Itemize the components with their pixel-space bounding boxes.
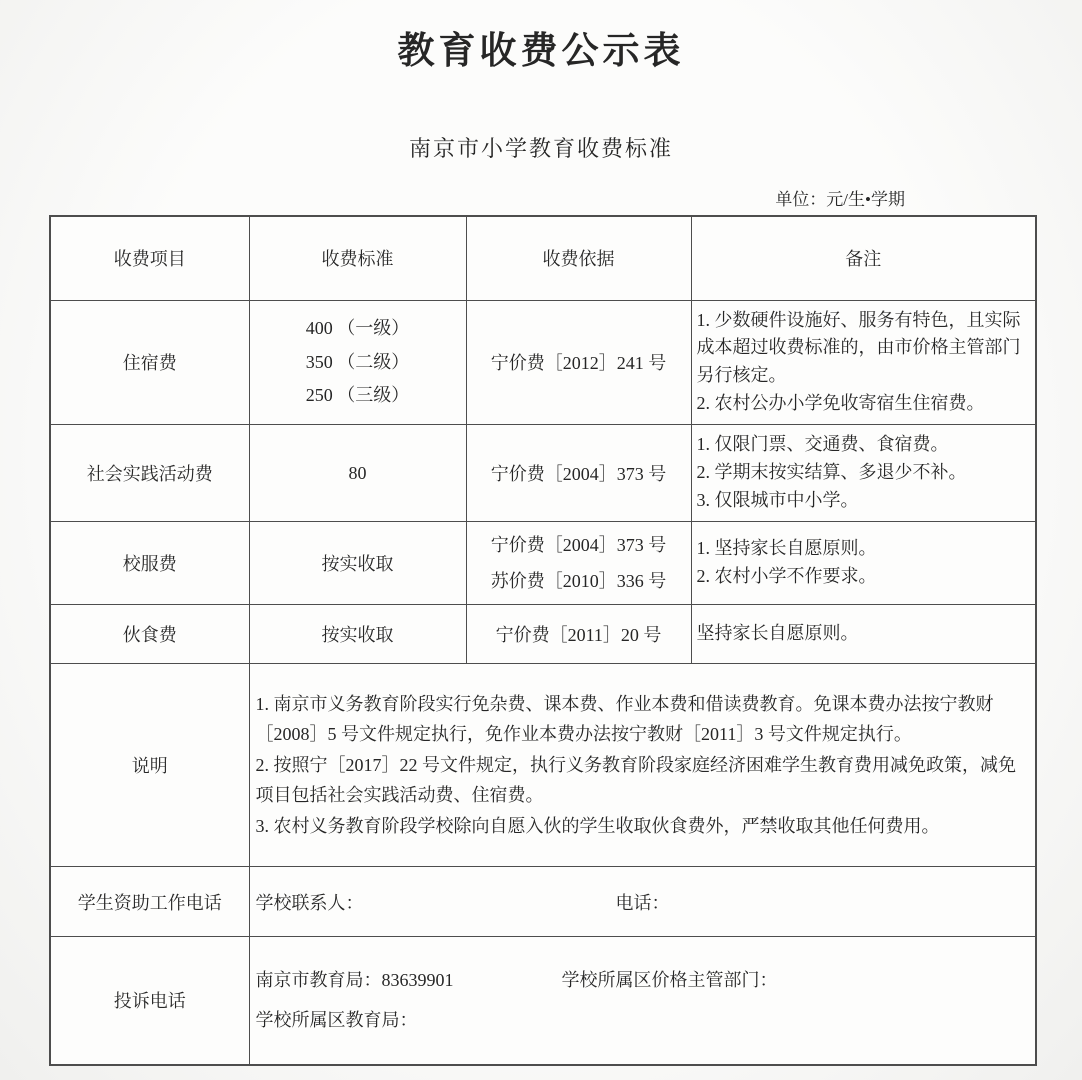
table-row-social-practice-fee: [50, 425, 1036, 522]
fee-remark-cell: [691, 300, 1036, 425]
fee-item-cell: 伙食费: [50, 605, 249, 664]
fee-basis-cell: [466, 522, 691, 605]
header-cell-standard: 收费标准: [249, 216, 466, 300]
header-cell-remark: 备注: [691, 216, 1036, 300]
district-price-dept-label: 学校所属区价格主管部门：: [561, 969, 778, 990]
fee-item-cell: 社会实践活动费: [50, 425, 249, 522]
remark-line: 1. 仅限门票、交通费、食宿费。: [696, 434, 949, 455]
standard-line: 350 （二级）: [305, 351, 410, 372]
notes-label-cell: 说明: [50, 664, 249, 867]
city-education-bureau-phone: 南京市教育局：83639901: [255, 969, 454, 990]
table-row-student-aid-phone: [50, 867, 1036, 937]
aid-phone-label-cell: 学生资助工作电话: [50, 867, 249, 937]
table-row-lodging-fee: [50, 300, 1036, 425]
fee-remark-cell: 坚持家长自愿原则。: [691, 605, 1036, 664]
complaint-label-cell: 投诉电话: [50, 937, 249, 1065]
remark-line: 2. 农村公办小学免收寄宿生住宿费。: [696, 393, 985, 414]
table-row-notes: [50, 664, 1036, 867]
notes-line: 2. 按照宁［2017］22 号文件规定，执行义务教育阶段家庭经济困难学生教育费用减免政策，减免项目包括社会实践活动费、住宿费。: [255, 754, 1016, 806]
notes-line: 1. 南京市义务教育阶段实行免杂费、课本费、作业本费和借读费教育。免课本费办法按宁教财［2008］5 号文件规定执行，免作业本费办法按宁教财［2011］3 号文件规定执行。: [255, 693, 994, 745]
remark-line: 2. 农村小学不作要求。: [696, 566, 877, 587]
fee-table: [49, 215, 1037, 1066]
fee-basis-cell: 宁价费［2012］241 号: [466, 300, 691, 425]
remark-line: 2. 学期末按实结算、多退少不补。: [696, 462, 967, 483]
basis-line: 宁价费［2004］373 号: [490, 535, 667, 556]
remark-line: 3. 仅限城市中小学。: [696, 490, 859, 510]
standard-line: 250 （三级）: [305, 384, 410, 405]
header-row: [50, 216, 1036, 300]
notes-line: 3. 农村义务教育阶段学校除向自愿入伙的学生收取伙食费外，严禁收取其他任何费用。: [255, 815, 940, 836]
basis-line: 苏价费［2010］336 号: [490, 571, 667, 592]
fee-standard-cell: [249, 300, 466, 425]
page-subtitle: 南京市小学教育收费标准: [408, 136, 673, 161]
district-education-bureau-label: 学校所属区教育局：: [255, 1010, 418, 1031]
fee-remark-cell: [691, 522, 1036, 605]
remark-line: 1. 坚持家长自愿原则。: [696, 538, 877, 559]
table-row-meal-fee: [50, 605, 1036, 664]
complaint-line-1: [256, 960, 1035, 1001]
fee-standard-cell: 按实收取: [249, 605, 466, 664]
aid-phone-content-cell: [249, 867, 1036, 937]
unit-note: 单位：元/生•学期: [775, 190, 905, 209]
phone-label: 电话：: [615, 892, 670, 913]
table-row-complaint-phone: [50, 937, 1036, 1065]
header-cell-item: 收费项目: [50, 216, 249, 300]
complaint-line-2: [256, 1000, 1035, 1041]
school-contact-label: 学校联系人：: [255, 892, 364, 913]
standard-line: 400 （一级）: [305, 318, 410, 339]
fee-standard-cell: 80: [249, 425, 466, 522]
fee-basis-cell: 宁价费［2011］20 号: [466, 605, 691, 664]
page-title: 教育收费公示表: [397, 31, 685, 72]
fee-basis-cell: 宁价费［2004］373 号: [466, 425, 691, 522]
header-cell-basis: 收费依据: [466, 216, 691, 300]
fee-standard-cell: 按实收取: [249, 522, 466, 605]
fee-item-cell: 校服费: [50, 522, 249, 605]
notes-content-cell: [249, 664, 1036, 867]
complaint-content-cell: [249, 937, 1036, 1065]
fee-remark-cell: [691, 425, 1036, 522]
table-row-uniform-fee: [50, 522, 1036, 605]
remark-line: 1. 少数硬件设施好、服务有特色，且实际成本超过收费标准的，由市价格主管部门另行核定。: [696, 309, 1021, 386]
fee-item-cell: 住宿费: [50, 300, 249, 425]
